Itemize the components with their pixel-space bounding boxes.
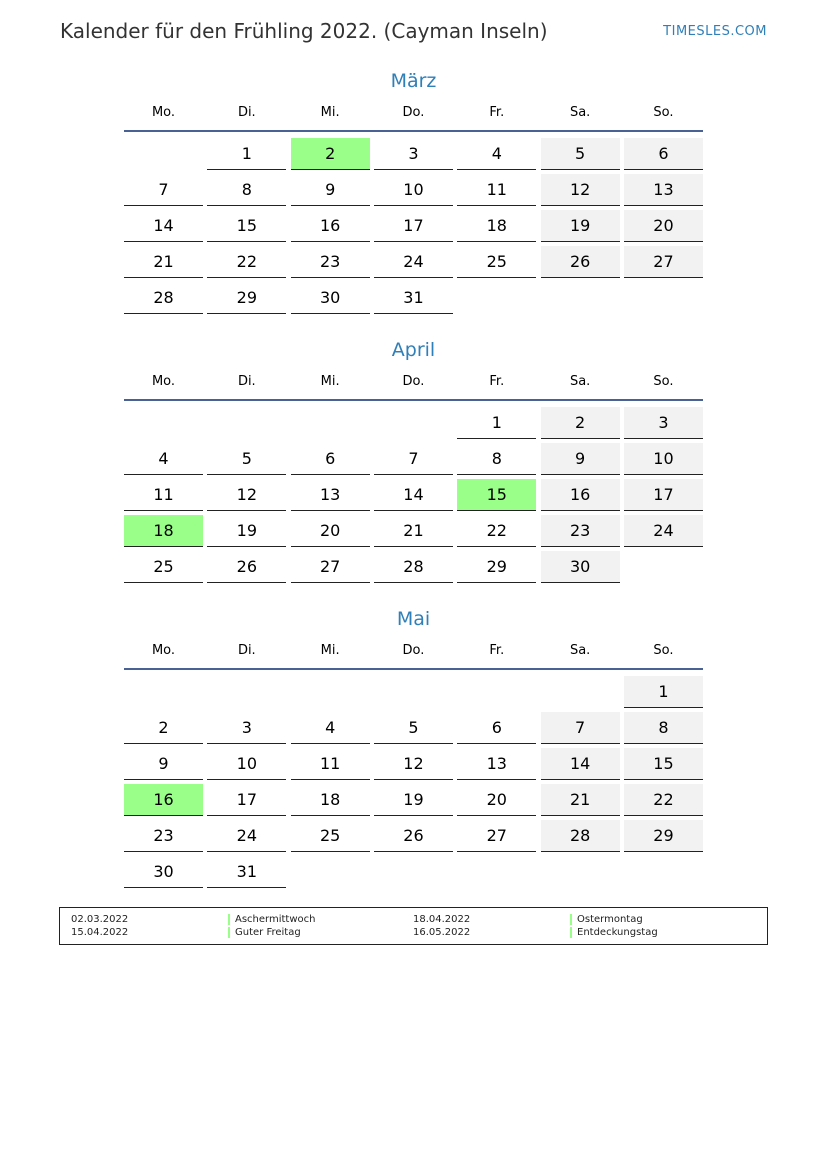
- day-cell: 10: [624, 443, 703, 475]
- empty-day-cell: [541, 676, 620, 707]
- month-title: April: [391, 339, 436, 361]
- day-cell: 30: [124, 856, 203, 888]
- holiday-day-cell: 16: [124, 784, 203, 816]
- day-cell: 27: [291, 551, 370, 583]
- day-cell: 4: [457, 138, 536, 170]
- day-cell: 22: [207, 246, 286, 278]
- legend-marker: [570, 927, 572, 938]
- weekday-label: Do.: [402, 374, 425, 389]
- day-cell: 9: [124, 748, 203, 780]
- day-cell: 7: [541, 712, 620, 744]
- legend-holiday-name: Entdeckungstag: [577, 927, 658, 938]
- holiday-day-cell: 15: [457, 479, 536, 511]
- weekday-label: Sa.: [569, 105, 591, 120]
- day-cell: 14: [541, 748, 620, 780]
- day-cell: 1: [624, 676, 703, 708]
- empty-day-cell: [291, 407, 370, 438]
- day-cell: 3: [624, 407, 703, 439]
- month-title: März: [390, 70, 437, 92]
- day-cell: 25: [124, 551, 203, 583]
- weekday-label: Mo.: [151, 374, 176, 389]
- weekday-label: Fr.: [489, 643, 505, 658]
- day-cell: 31: [374, 282, 453, 314]
- weekday-label: Mo.: [151, 643, 176, 658]
- day-cell: 14: [124, 210, 203, 242]
- day-cell: 17: [624, 479, 703, 511]
- day-cell: 29: [624, 820, 703, 852]
- day-cell: 23: [541, 515, 620, 547]
- month-title: Mai: [396, 608, 431, 630]
- day-cell: 7: [124, 174, 203, 206]
- legend-marker: [228, 927, 230, 938]
- day-cell: 7: [374, 443, 453, 475]
- legend-date: 16.05.2022: [413, 927, 471, 938]
- day-cell: 4: [291, 712, 370, 744]
- month-april: [124, 337, 703, 587]
- day-cell: 23: [291, 246, 370, 278]
- day-cell: 20: [624, 210, 703, 242]
- day-cell: 24: [207, 820, 286, 852]
- day-cell: 23: [124, 820, 203, 852]
- day-cell: 5: [541, 138, 620, 170]
- day-cell: 19: [541, 210, 620, 242]
- month-may: [124, 606, 703, 892]
- day-grid: [124, 407, 703, 587]
- page-title: Kalender für den Frühling 2022. (Cayman Inseln): [60, 19, 548, 43]
- day-cell: 18: [457, 210, 536, 242]
- day-cell: 21: [541, 784, 620, 816]
- day-cell: 25: [291, 820, 370, 852]
- weekday-label: Di.: [237, 105, 256, 120]
- weekday-label: Sa.: [569, 643, 591, 658]
- day-cell: 9: [541, 443, 620, 475]
- day-cell: 5: [374, 712, 453, 744]
- day-cell: 28: [374, 551, 453, 583]
- day-cell: 11: [457, 174, 536, 206]
- day-cell: 26: [541, 246, 620, 278]
- weekday-label: Mo.: [151, 105, 176, 120]
- day-cell: 30: [291, 282, 370, 314]
- day-cell: 19: [374, 784, 453, 816]
- day-cell: 27: [624, 246, 703, 278]
- day-cell: 22: [624, 784, 703, 816]
- holiday-legend: [59, 907, 768, 945]
- empty-day-cell: [374, 676, 453, 707]
- day-cell: 27: [457, 820, 536, 852]
- weekday-label: Do.: [402, 105, 425, 120]
- day-cell: 10: [374, 174, 453, 206]
- holiday-day-cell: 18: [124, 515, 203, 547]
- empty-day-cell: [291, 676, 370, 707]
- day-cell: 8: [457, 443, 536, 475]
- weekday-label: Mi.: [320, 105, 340, 120]
- day-cell: 16: [291, 210, 370, 242]
- empty-day-cell: [124, 676, 203, 707]
- weekday-label: So.: [653, 374, 674, 389]
- day-cell: 21: [374, 515, 453, 547]
- day-cell: 13: [291, 479, 370, 511]
- legend-marker: [228, 914, 230, 925]
- legend-marker: [570, 914, 572, 925]
- empty-day-cell: [457, 676, 536, 707]
- weekday-label: Do.: [402, 643, 425, 658]
- legend-date: 02.03.2022: [71, 914, 129, 925]
- day-cell: 6: [457, 712, 536, 744]
- day-cell: 12: [374, 748, 453, 780]
- day-cell: 11: [291, 748, 370, 780]
- day-cell: 6: [624, 138, 703, 170]
- weekday-label: So.: [653, 643, 674, 658]
- brand-link[interactable]: TIMESLES.COM: [663, 24, 767, 39]
- day-cell: 8: [624, 712, 703, 744]
- day-grid: [124, 138, 703, 318]
- day-cell: 26: [374, 820, 453, 852]
- day-cell: 13: [457, 748, 536, 780]
- day-cell: 8: [207, 174, 286, 206]
- day-cell: 9: [291, 174, 370, 206]
- day-grid: [124, 676, 703, 892]
- weekday-label: Fr.: [489, 105, 505, 120]
- day-cell: 22: [457, 515, 536, 547]
- day-cell: 17: [374, 210, 453, 242]
- weekday-label: So.: [653, 105, 674, 120]
- month-march: [124, 68, 703, 318]
- day-cell: 4: [124, 443, 203, 475]
- empty-day-cell: [207, 676, 286, 707]
- empty-day-cell: [124, 138, 203, 169]
- empty-day-cell: [207, 407, 286, 438]
- day-cell: 12: [207, 479, 286, 511]
- day-cell: 26: [207, 551, 286, 583]
- day-cell: 1: [457, 407, 536, 439]
- day-cell: 31: [207, 856, 286, 888]
- legend-holiday-name: Guter Freitag: [235, 927, 301, 938]
- day-cell: 3: [374, 138, 453, 170]
- day-cell: 19: [207, 515, 286, 547]
- day-cell: 17: [207, 784, 286, 816]
- day-cell: 2: [124, 712, 203, 744]
- day-cell: 24: [374, 246, 453, 278]
- day-cell: 20: [457, 784, 536, 816]
- weekday-header: [124, 373, 703, 401]
- day-cell: 25: [457, 246, 536, 278]
- day-cell: 24: [624, 515, 703, 547]
- legend-holiday-name: Ostermontag: [577, 914, 643, 925]
- weekday-label: Fr.: [489, 374, 505, 389]
- day-cell: 12: [541, 174, 620, 206]
- day-cell: 6: [291, 443, 370, 475]
- empty-day-cell: [374, 407, 453, 438]
- weekday-label: Di.: [237, 643, 256, 658]
- day-cell: 3: [207, 712, 286, 744]
- day-cell: 10: [207, 748, 286, 780]
- day-cell: 29: [207, 282, 286, 314]
- legend-date: 18.04.2022: [413, 914, 471, 925]
- day-cell: 15: [624, 748, 703, 780]
- weekday-label: Sa.: [569, 374, 591, 389]
- holiday-day-cell: 2: [291, 138, 370, 170]
- legend-holiday-name: Aschermittwoch: [235, 914, 316, 925]
- legend-date: 15.04.2022: [71, 927, 129, 938]
- empty-day-cell: [124, 407, 203, 438]
- day-cell: 28: [541, 820, 620, 852]
- day-cell: 21: [124, 246, 203, 278]
- day-cell: 13: [624, 174, 703, 206]
- day-cell: 14: [374, 479, 453, 511]
- day-cell: 18: [291, 784, 370, 816]
- weekday-header: [124, 104, 703, 132]
- day-cell: 11: [124, 479, 203, 511]
- weekday-label: Di.: [237, 374, 256, 389]
- day-cell: 29: [457, 551, 536, 583]
- day-cell: 5: [207, 443, 286, 475]
- day-cell: 20: [291, 515, 370, 547]
- day-cell: 28: [124, 282, 203, 314]
- day-cell: 15: [207, 210, 286, 242]
- day-cell: 30: [541, 551, 620, 583]
- day-cell: 16: [541, 479, 620, 511]
- weekday-header: [124, 642, 703, 670]
- day-cell: 2: [541, 407, 620, 439]
- day-cell: 1: [207, 138, 286, 170]
- weekday-label: Mi.: [320, 374, 340, 389]
- weekday-label: Mi.: [320, 643, 340, 658]
